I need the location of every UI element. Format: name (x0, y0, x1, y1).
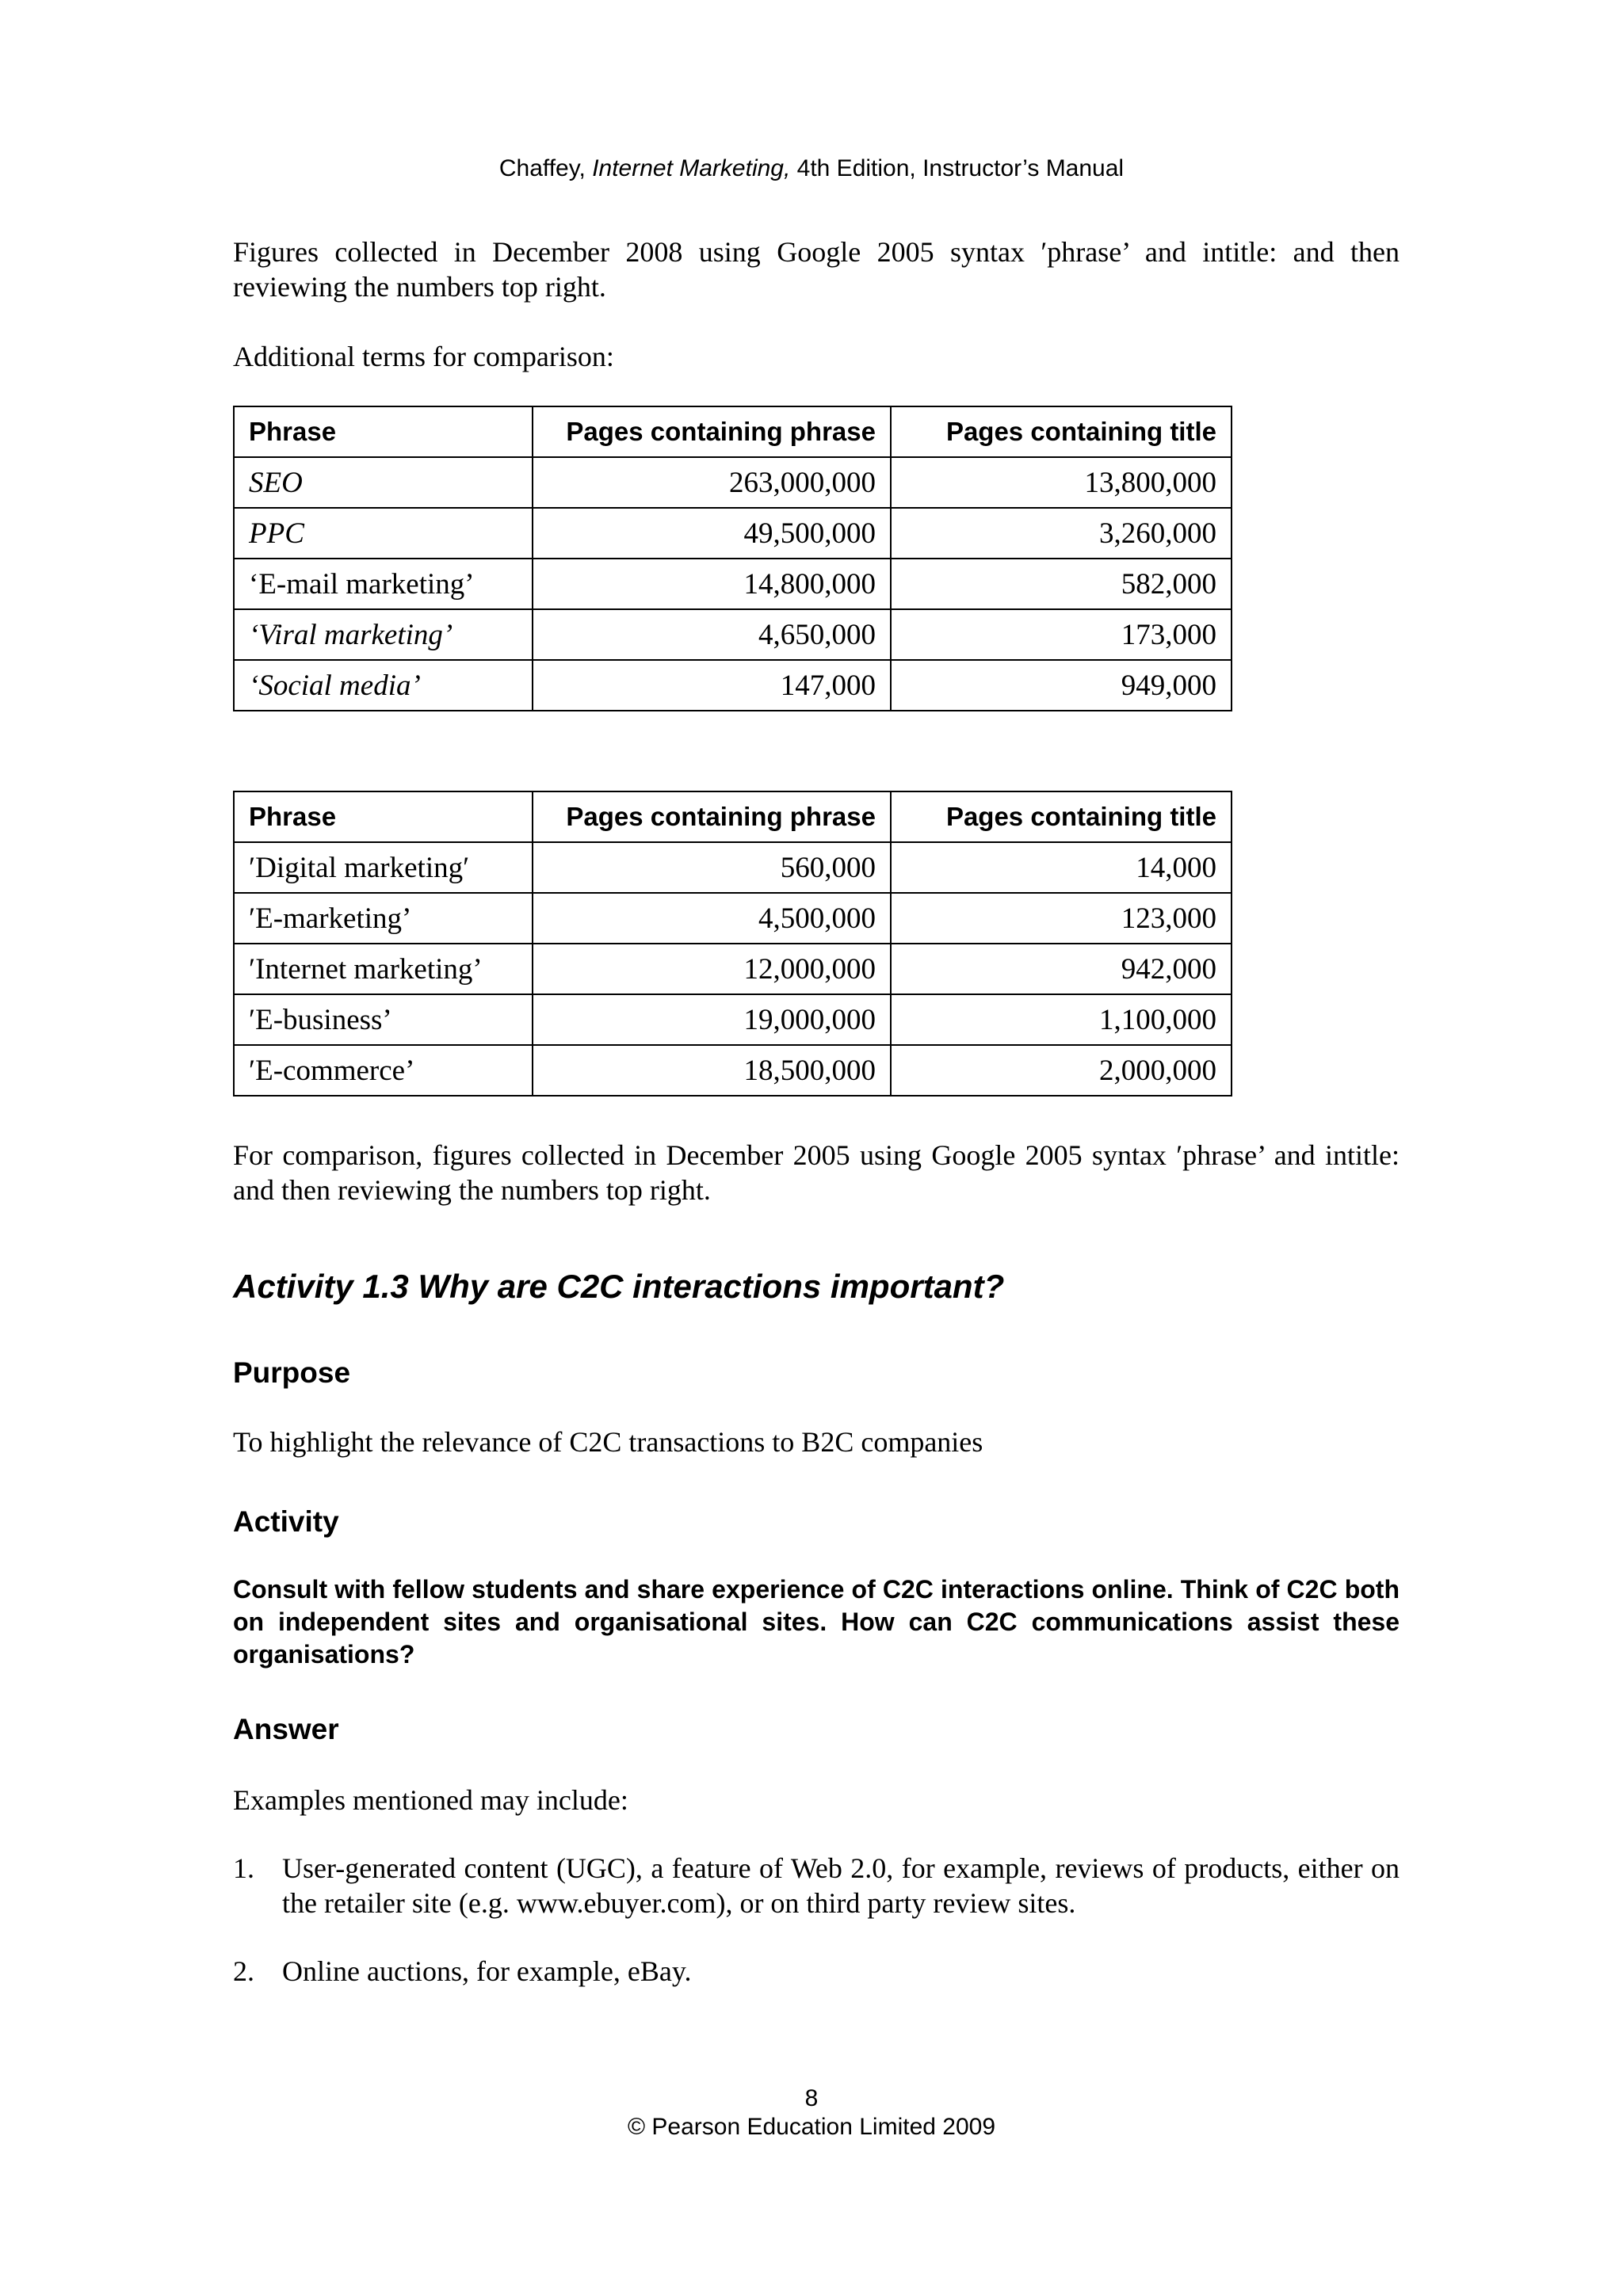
table-header-cell: Pages containing phrase (533, 406, 891, 457)
phrase-cell: PPC (234, 508, 533, 559)
table-row (234, 842, 1232, 893)
title-count-cell: 949,000 (891, 660, 1232, 711)
purpose-heading: Purpose (233, 1356, 351, 1389)
phrase-count-cell: 4,500,000 (533, 893, 891, 944)
activity-instructions: Consult with fellow students and share experience of C2C interactions online. Think of C2C both on independent sites and organisational sites. How can C2C communications assist these organisations? (233, 1575, 1400, 1669)
table-row (234, 457, 1232, 508)
title-count-cell: 123,000 (891, 893, 1232, 944)
list-text: Online auctions, for example, eBay. (282, 1955, 692, 1987)
table-header-cell: Pages containing title (891, 791, 1232, 842)
table-header-cell: Phrase (234, 791, 533, 842)
purpose-text: To highlight the relevance of C2C transactions to B2C companies (233, 1426, 983, 1458)
activity-heading: Activity (233, 1505, 339, 1538)
list-number: 1. (233, 1852, 254, 1884)
header-book-title: Internet Marketing, (592, 155, 791, 181)
copyright-notice: © Pearson Education Limited 2009 (627, 2114, 996, 2140)
phrase-count-cell: 49,500,000 (533, 508, 891, 559)
title-count-cell: 14,000 (891, 842, 1232, 893)
comparison-paragraph: For comparison, figures collected in December 2005 using Google 2005 syntax ′phrase’ and intitle: and then reviewing the numbers top right. (233, 1139, 1400, 1206)
additional-terms-block (233, 339, 1400, 374)
phrase-cell: ′Internet marketing’ (234, 944, 533, 994)
title-count-cell: 3,260,000 (891, 508, 1232, 559)
answer-heading: Answer (233, 1713, 339, 1745)
table-row (234, 559, 1232, 609)
header-edition: 4th Edition, Instructor’s Manual (790, 155, 1125, 181)
table-row (234, 994, 1232, 1045)
table-row (234, 609, 1232, 660)
list-item (233, 1851, 1400, 1920)
table-header-cell: Phrase (234, 406, 533, 457)
table-row (234, 893, 1232, 944)
intro-paragraph: Figures collected in December 2008 using Google 2005 syntax ′phrase’ and intitle: and then reviewing the numbers top right. (233, 236, 1400, 303)
search-terms-table-2 (233, 791, 1232, 1097)
phrase-count-cell: 14,800,000 (533, 559, 891, 609)
phrase-cell: ′E-business’ (234, 994, 533, 1045)
phrase-count-cell: 4,650,000 (533, 609, 891, 660)
answer-intro: Examples mentioned may include: (233, 1784, 628, 1816)
table-row (234, 944, 1232, 994)
comparison-section (233, 1138, 1400, 1207)
table-header-cell: Pages containing title (891, 406, 1232, 457)
table-header-row (234, 791, 1232, 842)
phrase-cell: SEO (234, 457, 533, 508)
title-count-cell: 582,000 (891, 559, 1232, 609)
answer-section (233, 1783, 1400, 1817)
title-count-cell: 2,000,000 (891, 1045, 1232, 1096)
purpose-section (233, 1425, 1400, 1459)
search-terms-table-1 (233, 406, 1232, 711)
list-item (233, 1954, 1400, 1989)
title-count-cell: 1,100,000 (891, 994, 1232, 1045)
phrase-count-cell: 18,500,000 (533, 1045, 891, 1096)
phrase-count-cell: 147,000 (533, 660, 891, 711)
intro-section (233, 235, 1400, 304)
phrase-cell: ‘Viral marketing’ (234, 609, 533, 660)
list-number: 2. (233, 1955, 254, 1987)
running-header (0, 155, 1623, 182)
table-header-cell: Pages containing phrase (533, 791, 891, 842)
page-number: 8 (804, 2085, 819, 2111)
phrase-cell: ‘E-mail marketing’ (234, 559, 533, 609)
table-row (234, 1045, 1232, 1096)
additional-terms-text: Additional terms for comparison: (233, 341, 614, 372)
phrase-count-cell: 12,000,000 (533, 944, 891, 994)
phrase-count-cell: 263,000,000 (533, 457, 891, 508)
phrase-cell: ′E-marketing’ (234, 893, 533, 944)
activity-section (233, 1573, 1400, 1671)
table-row (234, 508, 1232, 559)
title-count-cell: 942,000 (891, 944, 1232, 994)
list-text: User-generated content (UGC), a feature of Web 2.0, for example, reviews of products, either on the retailer site (e.g. www.ebuyer.com), or on third party review sites. (282, 1852, 1400, 1919)
table-row (234, 660, 1232, 711)
phrase-cell: ‘Social media’ (234, 660, 533, 711)
title-count-cell: 13,800,000 (891, 457, 1232, 508)
title-count-cell: 173,000 (891, 609, 1232, 660)
phrase-cell: ′Digital marketing′ (234, 842, 533, 893)
header-author: Chaffey, (498, 155, 593, 181)
phrase-count-cell: 560,000 (533, 842, 891, 893)
table-header-row (234, 406, 1232, 457)
activity-title: Activity 1.3 Why are C2C interactions important? (233, 1268, 1005, 1305)
phrase-count-cell: 19,000,000 (533, 994, 891, 1045)
phrase-cell: ′E-commerce’ (234, 1045, 533, 1096)
